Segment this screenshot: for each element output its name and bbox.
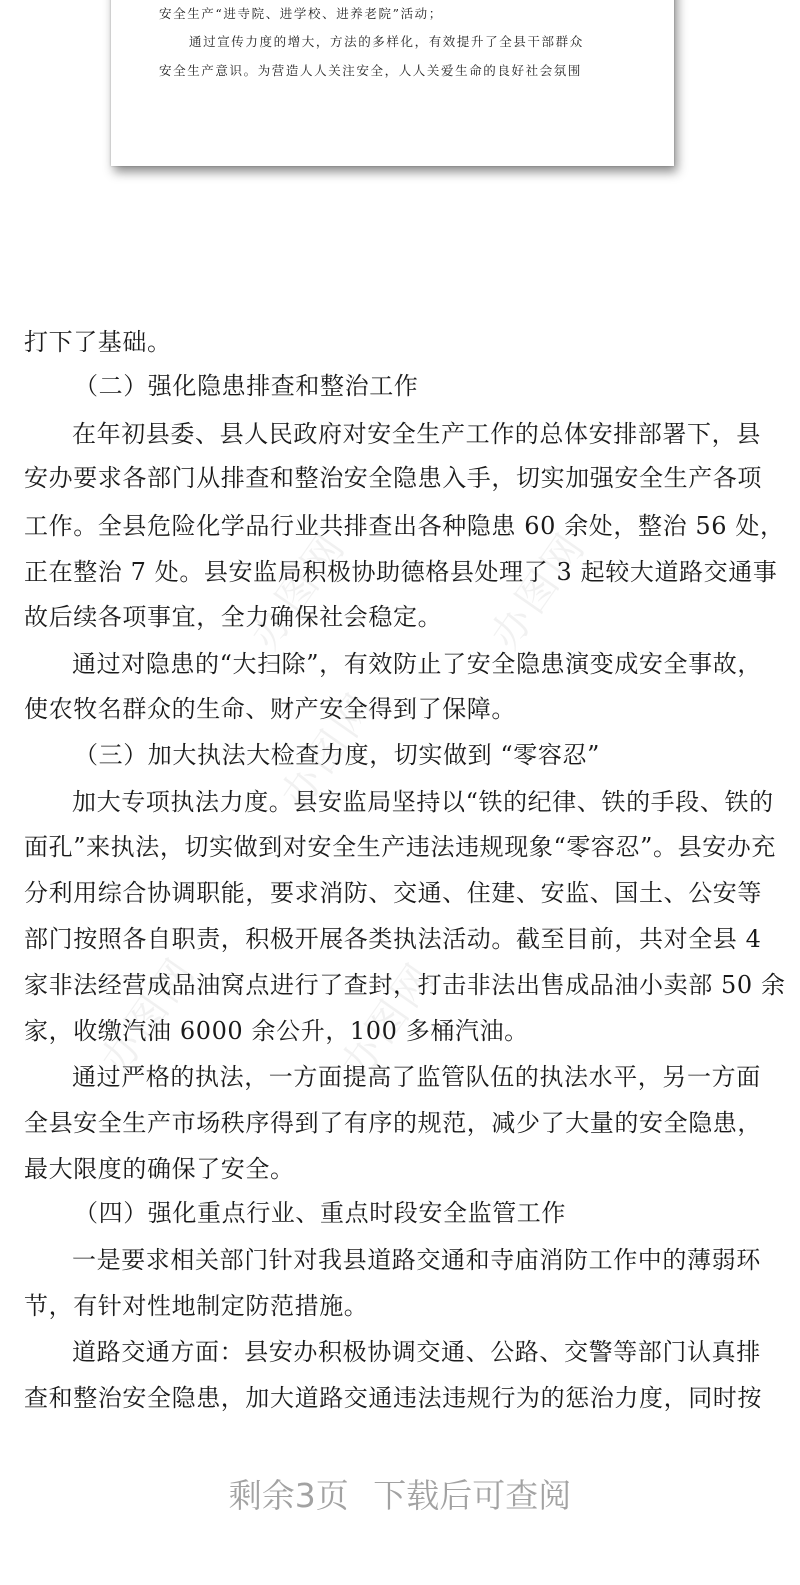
watermark: 办图网: [272, 683, 386, 818]
paragraph-line: 正在整治 7 处。县安监局积极协助德格县处理了 3 起较大道路交通事: [24, 558, 778, 586]
paragraph-line: 通过严格的执法，一方面提高了监管队伍的执法水平，另一方面: [72, 1063, 761, 1091]
paragraph-line: 道路交通方面：县安办积极协调交通、公路、交警等部门认真排: [72, 1338, 761, 1366]
section-heading: （二）强化隐患排查和整治工作: [74, 372, 419, 400]
preview-line: 安全生产“进寺院、进学校、进养老院”活动；: [159, 6, 443, 21]
document-preview-page: [111, 0, 674, 166]
watermark: 办图网: [242, 523, 356, 658]
preview-line: 通过宣传力度的增大，方法的多样化，有效提升了全县干部群众: [189, 34, 584, 49]
watermark: 办图网: [92, 948, 206, 1083]
paragraph-line: 家非法经营成品油窝点进行了查封，打击非法出售成品油小卖部 50 余: [24, 971, 786, 999]
section-heading: （三）加大执法大检查力度，切实做到 “零容忍”: [74, 741, 600, 769]
watermark: 办图网: [332, 953, 446, 1088]
paragraph-line: 通过对隐患的“大扫除”，有效防止了安全隐患演变成安全事故，: [72, 650, 762, 678]
paragraph-line: 加大专项执法力度。县安监局坚持以“铁的纪律、铁的手段、铁的: [72, 788, 774, 816]
paragraph-line: 节，有针对性地制定防范措施。: [24, 1292, 369, 1320]
paragraph-line: 部门按照各自职责，积极开展各类执法活动。截至目前，共对全县 4: [24, 925, 762, 953]
paragraph-line: 家，收缴汽油 6000 余公升，100 多桶汽油。: [24, 1017, 529, 1045]
paragraph-line: 工作。全县危险化学品行业共排查出各种隐患 60 余处，整治 56 处，: [24, 512, 785, 540]
paragraph-line: 一是要求相关部门针对我县道路交通和寺庙消防工作中的薄弱环: [72, 1246, 761, 1274]
remaining-pages-download-prompt[interactable]: 剩余3页 下载后可查阅: [228, 1476, 572, 1515]
paragraph-line: 打下了基础。: [24, 328, 172, 356]
section-heading: （四）强化重点行业、重点时段安全监管工作: [74, 1199, 566, 1227]
paragraph-line: 面孔”来执法，切实做到对安全生产违法违规现象“零容忍”。县安办充: [24, 833, 777, 861]
paragraph-line: 全县安全生产市场秩序得到了有序的规范，减少了大量的安全隐患，: [24, 1109, 762, 1137]
watermark: 办图网: [482, 523, 596, 658]
paragraph-line: 安办要求各部门从排查和整治安全隐患入手，切实加强安全生产各项: [24, 464, 762, 492]
paragraph-line: 分利用综合协调职能，要求消防、交通、住建、安监、国土、公安等: [24, 879, 762, 907]
paragraph-line: 查和整治安全隐患，加大道路交通违法违规行为的惩治力度，同时按: [24, 1384, 762, 1412]
paragraph-line: 使农牧名群众的生命、财产安全得到了保障。: [24, 695, 516, 723]
preview-line: 安全生产意识。为营造人人关注安全，人人关爱生命的良好社会氛围: [159, 63, 583, 78]
paragraph-line: 故后续各项事宜，全力确保社会稳定。: [24, 603, 443, 631]
paragraph-line: 在年初县委、县人民政府对安全生产工作的总体安排部署下，县: [72, 420, 761, 448]
paragraph-line: 最大限度的确保了安全。: [24, 1155, 295, 1183]
